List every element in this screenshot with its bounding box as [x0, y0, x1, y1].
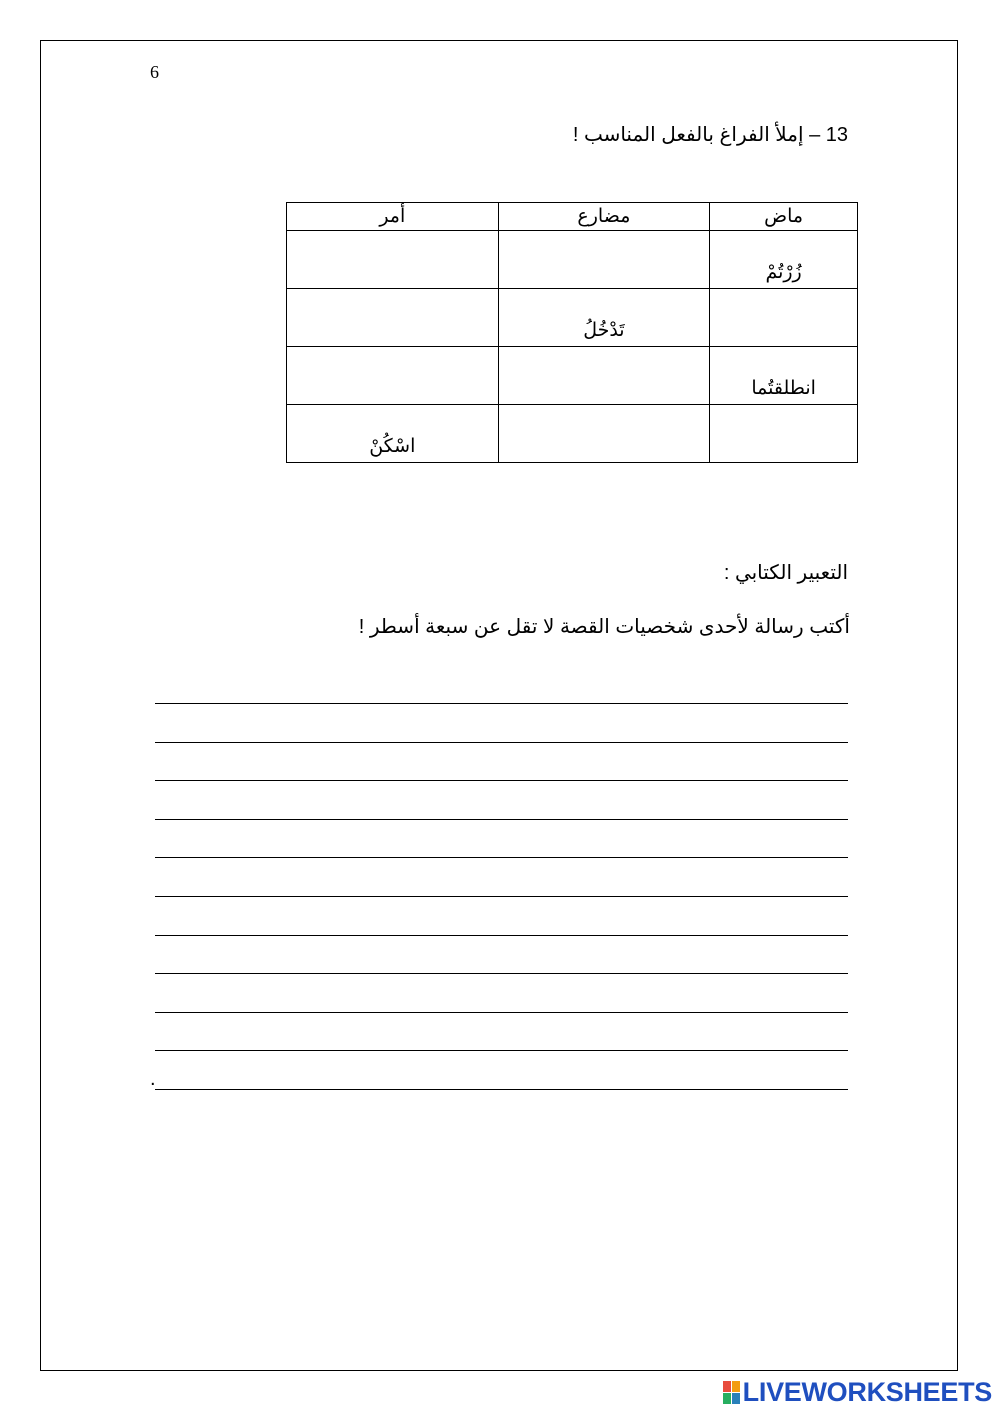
header-imperative: أمر: [287, 203, 499, 231]
header-present: مضارع: [498, 203, 710, 231]
writing-line[interactable]: [155, 703, 848, 704]
cell-imperative[interactable]: [287, 231, 499, 289]
writing-line[interactable]: [155, 819, 848, 820]
cell-present[interactable]: [498, 405, 710, 463]
final-period: .: [150, 1068, 156, 1090]
table-row: [287, 289, 858, 347]
liveworksheets-watermark: [723, 1377, 992, 1408]
table-row: [287, 405, 858, 463]
table-row: [287, 231, 858, 289]
cell-past[interactable]: [710, 289, 858, 347]
writing-line[interactable]: [155, 1089, 848, 1090]
cell-past[interactable]: [710, 405, 858, 463]
writing-line[interactable]: [155, 896, 848, 897]
table-header-row: [287, 203, 858, 231]
cell-imperative[interactable]: [287, 347, 499, 405]
cell-past[interactable]: انطلقتُما: [710, 347, 858, 405]
table-row: [287, 347, 858, 405]
writing-line[interactable]: [155, 973, 848, 974]
writing-line[interactable]: [155, 780, 848, 781]
writing-line[interactable]: [155, 935, 848, 936]
writing-line[interactable]: [155, 742, 848, 743]
writing-line[interactable]: [155, 1050, 848, 1051]
page-number: 6: [150, 62, 159, 82]
writing-line[interactable]: [155, 1012, 848, 1013]
composition-heading: التعبير الكتابي :: [723, 562, 848, 584]
liveworksheets-logo-icon: [723, 1381, 740, 1404]
cell-imperative[interactable]: اسْكُنْ: [287, 405, 499, 463]
writing-line[interactable]: [155, 857, 848, 858]
watermark-text: LIVEWORKSHEETS: [742, 1377, 992, 1407]
verb-conjugation-table: [286, 202, 858, 463]
cell-present[interactable]: [498, 347, 710, 405]
cell-past[interactable]: زُرْتُمْ: [710, 231, 858, 289]
cell-present[interactable]: [498, 231, 710, 289]
cell-imperative[interactable]: [287, 289, 499, 347]
composition-instruction: أكتب رسالة لأحدى شخصيات القصة لا تقل عن سبعة أسطر !: [358, 616, 850, 638]
cell-present[interactable]: تَدْخُلُ: [498, 289, 710, 347]
question-title: 13 – إملأ الفراغ بالفعل المناسب !: [572, 124, 848, 146]
header-past: ماض: [710, 203, 858, 231]
